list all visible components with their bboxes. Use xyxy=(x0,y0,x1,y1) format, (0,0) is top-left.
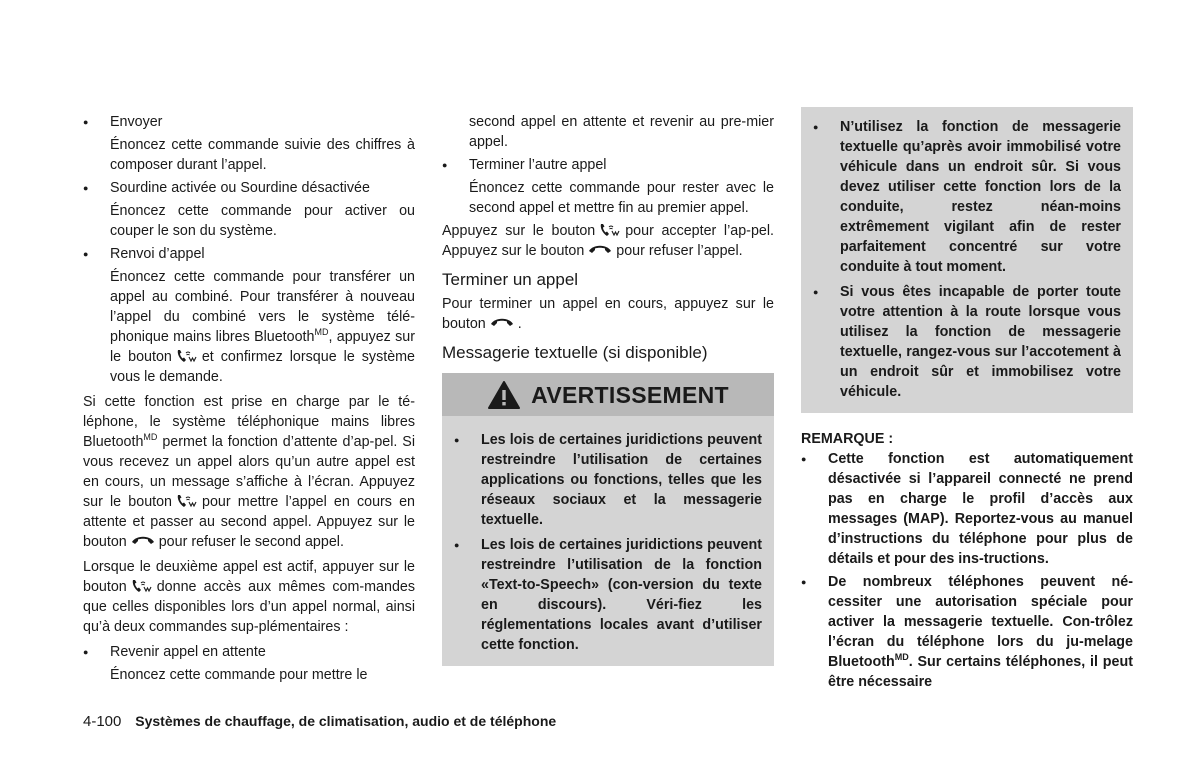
column-right xyxy=(801,107,1133,692)
warning-item: ● Si vous êtes incapable de porter toute votre attention à la route lorsque vous utilisez la fonction de messagerie textuelle, rangez-vous sur l’accotement à un endroit sûr et immobilisez votre véhicule. xyxy=(813,282,1121,402)
paragraph: Si cette fonction est prise en charge par le té-léphone, le système téléphonique mains libres Bluetooth$^{MD}$ permet la fonction d’attente d’ap-pel. Si vous recevez un appel alors qu’un autre appel est en cours, un message s’affiche à l’écran. Appuyez sur le bouton pour mettre l’appel en cours en attente et passer au second appel. Appuyez sur le bouton pour refuser le second appel. xyxy=(83,394,415,550)
list-item-desc: second appel en attente et revenir au pre-mier appel. xyxy=(469,114,774,150)
column-middle xyxy=(442,112,774,666)
phone-end-icon xyxy=(489,316,515,328)
page-number: 4-100 xyxy=(83,713,122,730)
phone-talk-icon xyxy=(598,222,622,238)
list-item-desc: Énoncez cette commande pour transférer un appel au combiné. Pour transférer à nouveau l’appel du combiné vers le système télé-phonique mains libres Bluetooth$^{MD}$, appuyez sur le bouton et confirmez lorsque le système vous le demande. xyxy=(110,269,416,385)
list-item: ● Sourdine activée ou Sourdine désactivée xyxy=(83,178,415,198)
list-item: ● Renvoi d’appel xyxy=(83,244,415,264)
list-item: ● Terminer l’autre appel xyxy=(442,155,774,175)
list-item-desc: Énoncez cette commande pour mettre le xyxy=(110,667,368,683)
warning-item: ● Les lois de certaines juridictions peuvent restreindre l’utilisation de certaines applications ou fonctions, telles que les réseaux sociaux et la messagerie textuelle. xyxy=(454,430,762,530)
phone-talk-icon xyxy=(175,348,199,364)
list-item-desc: Énoncez cette commande pour rester avec le second appel et mettre fin au premier appel. xyxy=(469,180,774,216)
paragraph: Lorsque le deuxième appel est actif, appuyer sur le bouton donne accès aux mêmes com-mandes que celles disponibles lors d’un appel normal, ainsi qu’à deux commandes sup-plémentaires : xyxy=(83,559,415,635)
note-heading: REMARQUE : xyxy=(801,431,894,447)
warning-header xyxy=(442,373,774,416)
paragraph: Appuyez sur le bouton pour accepter l’ap-pel. Appuyez sur le bouton pour refuser l’appel. xyxy=(442,223,774,259)
note-item: ● Cette fonction est automatiquement désactivée si l’appareil connecté ne prend pas en charge le profil d’accès aux messages (MAP). Reportez-vous au manuel d’instructions du téléphone pour plus de détails et pour des ins-tructions. xyxy=(801,449,1133,569)
list-item-desc: Énoncez cette commande pour activer ou couper le son du système. xyxy=(110,203,415,239)
warning-item: ● N’utilisez la fonction de messagerie textuelle qu’après avoir immobilisé votre véhicule dans un endroit sûr. Si vous devez utiliser cette fonction lors de la conduite, restez néan-moins extrêmement vigilant afin de rester parfaitement concentré sur votre conduite à tout moment. xyxy=(813,117,1121,277)
phone-talk-icon xyxy=(175,493,199,509)
list-item-desc: Énoncez cette commande suivie des chiffres à composer durant l’appel. xyxy=(110,137,415,173)
phone-talk-icon xyxy=(130,578,154,594)
warning-item: ● Les lois de certaines juridictions peuvent restreindre l’utilisation de la fonction «Text-to-Speech» (con-version du texte en discours). Véri-fiez les réglementations locales avant d’utiliser cette fonction. xyxy=(454,535,762,655)
warning-box xyxy=(442,373,774,666)
list-item: ● Revenir appel en attente xyxy=(83,642,415,662)
phone-end-icon xyxy=(587,243,613,255)
warning-body xyxy=(442,416,774,655)
column-left xyxy=(83,112,415,685)
page-footer xyxy=(83,711,556,732)
warning-triangle-icon xyxy=(487,380,521,410)
phone-end-icon xyxy=(130,534,156,546)
paragraph: Pour terminer un appel en cours, appuyez sur le bouton . xyxy=(442,296,774,332)
warning-title: AVERTISSEMENT xyxy=(531,381,729,408)
section-heading: Messagerie textuelle (si disponible) xyxy=(442,343,708,362)
warning-continued-box xyxy=(801,107,1133,413)
note-item: ● De nombreux téléphones peuvent né-cessiter une autorisation spéciale pour activer la messagerie textuelle. Con-trôlez l’écran du téléphone lors du ju-melage Bluetooth$^{MD}$. Sur certains téléphones, il peut être nécessaire xyxy=(801,572,1133,692)
section-heading: Terminer un appel xyxy=(442,270,579,289)
list-item: ● Envoyer xyxy=(83,112,415,132)
section-title: Systèmes de chauffage, de climatisation, audio et de téléphone xyxy=(135,713,557,729)
